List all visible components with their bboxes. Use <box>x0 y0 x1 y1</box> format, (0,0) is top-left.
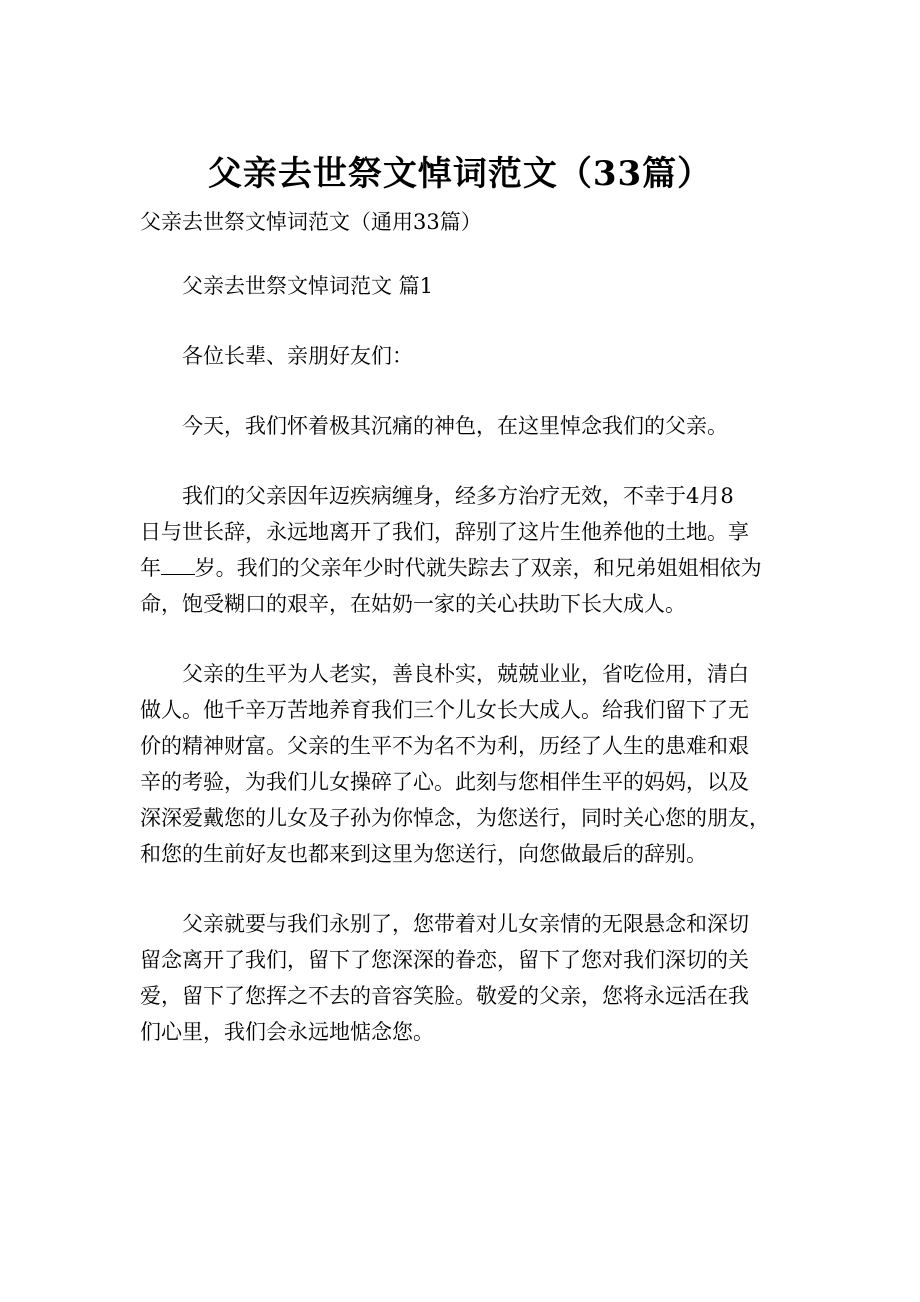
paragraph-3 <box>140 656 795 872</box>
paragraph-4-line: 爱，留下了您挥之不去的音容笑脸。敬爱的父亲，您将永远活在我 <box>140 984 749 1008</box>
paragraph-2-line: 命，饱受糊口的艰辛，在姑奶一家的关心扶助下长大成人。 <box>140 592 686 616</box>
document-title: 父亲去世祭文悼词范文（33篇） <box>207 154 713 194</box>
paragraph-1: 今天，我们怀着极其沉痛的神色，在这里悼念我们的父亲。 <box>182 414 728 438</box>
paragraph-3-line: 辛的考验，为我们儿女操碎了心。此刻与您相伴生平的妈妈，以及 <box>140 770 749 794</box>
paragraph-2-line-rest: 岁。我们的父亲年少时代就失踪去了双亲，和兄弟姐姐相依为 <box>194 556 762 580</box>
paragraph-4-line: 父亲就要与我们永别了，您带着对儿女亲情的无限悬念和深切 <box>182 912 749 936</box>
paragraph-2 <box>140 478 795 622</box>
document-subtitle: 父亲去世祭文悼词范文（通用33篇） <box>140 210 482 234</box>
document-body <box>140 268 795 1084</box>
greeting: 各位长辈、亲朋好友们： <box>182 344 413 368</box>
paragraph-4-line: 们心里，我们会永远地惦念您。 <box>140 1020 434 1044</box>
paragraph-3-line: 价的精神财富。父亲的生平不为名不为利，历经了人生的患难和艰 <box>140 734 749 758</box>
section-heading: 父亲去世祭文悼词范文 篇1 <box>182 274 434 298</box>
paragraph-2-line: 日与世长辞，永远地离开了我们，辞别了这片生他养他的土地。享 <box>140 520 749 544</box>
paragraph-3-line: 和您的生前好友也都来到这里为您送行，向您做最后的辞别。 <box>140 842 707 866</box>
paragraph-4-line: 留念离开了我们，留下了您深深的眷恋，留下了您对我们深切的关 <box>140 948 749 972</box>
age-blank <box>161 555 195 575</box>
age-prefix: 年 <box>140 556 161 580</box>
paragraph-3-line: 父亲的生平为人老实，善良朴实，兢兢业业，省吃俭用，清白 <box>182 662 749 686</box>
paragraph-3-line: 深深爱戴您的儿女及子孙为你悼念，为您送行，同时关心您的朋友， <box>140 806 770 830</box>
paragraph-3-line: 做人。他千辛万苦地养育我们三个儿女长大成人。给我们留下了无 <box>140 698 749 722</box>
paragraph-4 <box>140 906 795 1050</box>
paragraph-2-line: 我们的父亲因年迈疾病缠身，经多方治疗无效，不幸于4月8 <box>182 484 734 508</box>
paragraph-2-line-with-blank <box>140 550 795 586</box>
